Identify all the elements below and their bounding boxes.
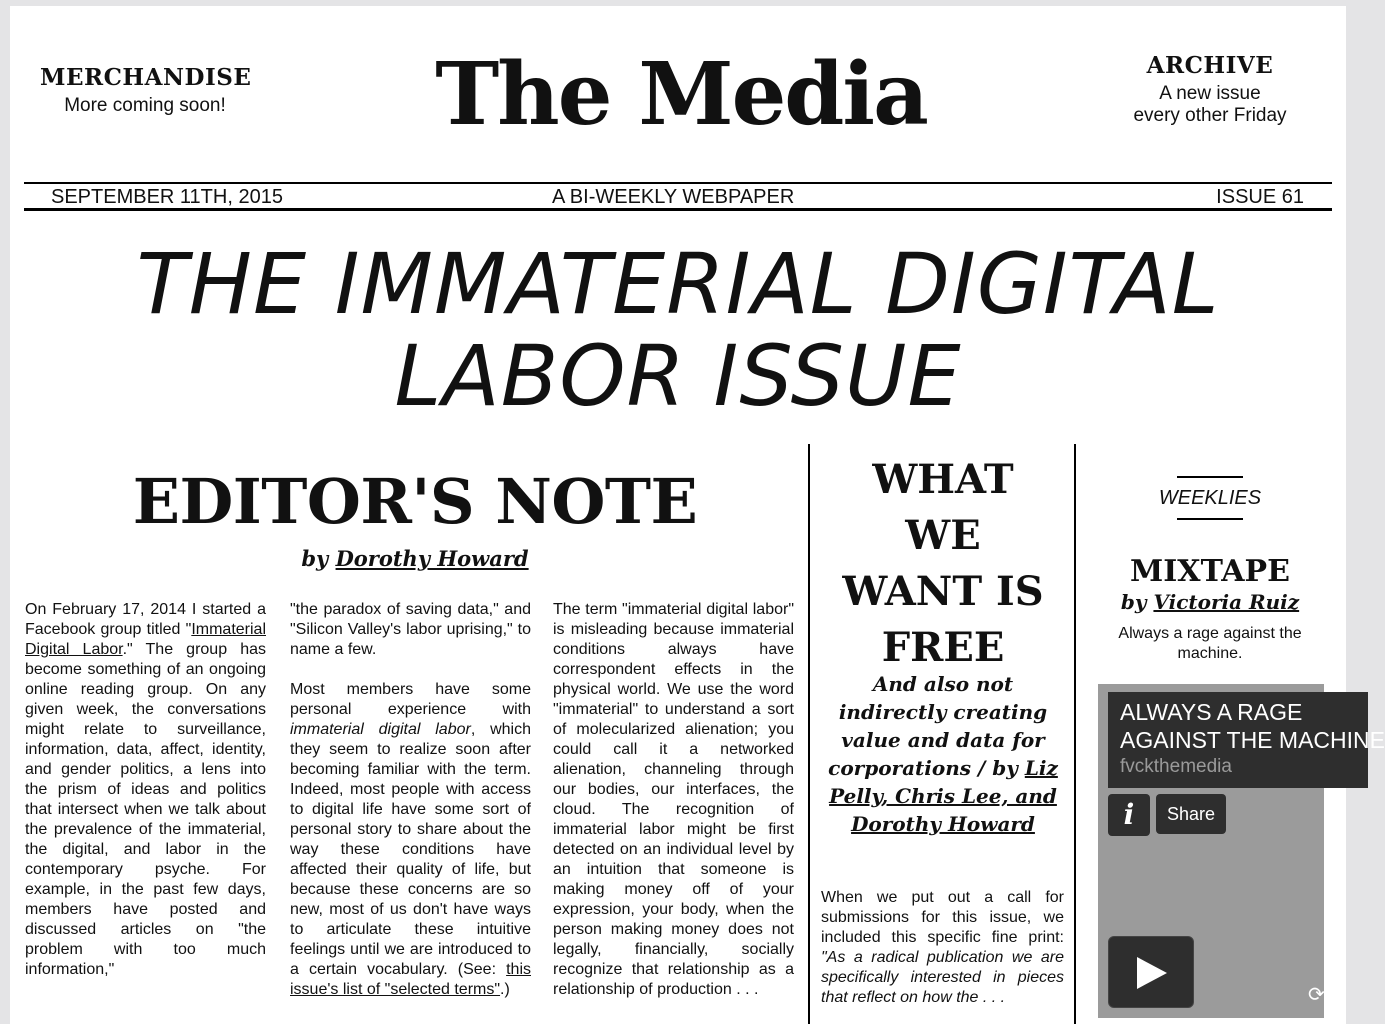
facebook-group-link[interactable]: Immaterial Digital Labor [25, 621, 266, 658]
column-divider-2 [1074, 444, 1076, 1024]
col1-text-start: On February 17, 2014 I started a Facebook group titled " [25, 601, 266, 638]
editors-note-column-1 [25, 600, 266, 1000]
author-link-dorothy-howard[interactable]: Dorothy Howard [335, 546, 529, 571]
col2-text-end: .) [500, 981, 510, 998]
paper-tagline: A BI-WEEKLY WEBPAPER [552, 186, 795, 208]
wwif-title-line-3: WANT IS [842, 568, 1044, 615]
column-divider-1 [808, 444, 810, 1024]
archive-title[interactable]: ARCHIVE [1146, 52, 1274, 79]
info-icon[interactable]: i [1108, 794, 1150, 836]
wwif-title-line-1: WHAT [872, 456, 1014, 503]
merchandise-subtitle: More coming soon! [64, 95, 226, 116]
byline-prefix: by [301, 546, 329, 571]
col2-text-start: Most members have some personal experience with [290, 681, 531, 718]
editors-note-title[interactable]: EDITOR'S NOTE [132, 465, 698, 538]
col3-paragraph: The term "immaterial digital labor" is misleading because immaterial conditions always have correspondent effects in the physical world. We use the word "immaterial" to understand a sort of molecularized alienation; you could call it a networked alienation, channeling through our bodies, our interfaces, the cloud. The recognition of immaterial labor might be first detected on an individual level by an intuition that someone is making money off of your expression, your body, when the person making money does not legally, financially, socially recognize that relationship as a relationship of production . . . [553, 601, 794, 998]
issue-headline-line-1: THE IMMATERIAL DIGITAL [136, 235, 1220, 333]
embedded-video-player[interactable] [1098, 684, 1385, 1018]
mixtape-description: Always a rage against the machine. [1118, 625, 1302, 662]
wwif-subtitle [818, 670, 1068, 838]
masthead-logo[interactable]: The Media [435, 44, 927, 145]
merchandise-box[interactable] [40, 64, 250, 117]
archive-line-1: A new issue [1159, 83, 1261, 104]
webpaper-page [10, 6, 1385, 1024]
weeklies-label: WEEKLIES [1158, 487, 1262, 509]
archive-line-2: every other Friday [1133, 105, 1287, 126]
selected-terms-link[interactable]: this issue's list of "selected terms" [290, 961, 531, 998]
issue-headline [30, 235, 1326, 425]
issue-number: ISSUE 61 [1216, 186, 1304, 208]
mixtape-byline [1090, 590, 1330, 614]
share-button[interactable]: Share [1156, 794, 1226, 834]
weeklies-rule-bottom [1177, 518, 1243, 520]
author-link-victoria-ruiz[interactable]: Victoria Ruiz [1153, 590, 1300, 614]
wwif-quote: "As a radical publication we are specifically interested in pieces that reflect on how the . . . [821, 949, 1064, 1006]
mixtape-title[interactable]: MIXTAPE [1130, 554, 1290, 589]
wwif-body-text: When we put out a call for submissions for this issue, we included this specific fine print: [821, 889, 1064, 946]
editors-note-column-2 [290, 600, 531, 1020]
editors-note-column-3 [553, 600, 794, 1020]
archive-box[interactable] [1110, 52, 1310, 127]
col1-text-end: ." The group has become something of an ongoing online reading group. On any given week, the conversations might relate to surveillance, information, data, affect, identity, and gender politics, a lens into the prism of ideas and politics that intersect when we talk about the prevalence of the immaterial, the digital, and labor in the contemporary psyche. For example, in the past few days, members have posted and discussed articles on "the problem with too much information," [25, 641, 266, 978]
wwif-authors-link[interactable]: Liz Pelly, Chris Lee, and Dorothy Howard [829, 756, 1058, 836]
wwif-subtitle-text: And also not indirectly creating value and data for corporations / by [828, 672, 1048, 780]
wwif-title-line-4: FREE [881, 624, 1005, 671]
play-icon [1135, 955, 1169, 991]
col2-emphasis: immaterial digital labor [290, 721, 471, 738]
issue-headline-line-2: LABOR ISSUE [394, 327, 962, 425]
issue-date: SEPTEMBER 11TH, 2015 [51, 186, 283, 208]
dateline-bar [24, 182, 1332, 211]
merchandise-title[interactable]: MERCHANDISE [40, 64, 252, 91]
video-info-panel[interactable] [1108, 692, 1385, 788]
col2-text-middle: , which they seem to realize soon after becoming familiar with the term. Indeed, most people with access to digital life have some sort of personal story to share about the way these conditions have affected their quality of life, but because these concerns are so new, most of us don't have ways to articulate these intuitive feelings until we are introduced to a certain vocabulary. (See: [290, 721, 532, 978]
video-channel-name[interactable]: fvckthemedia [1120, 756, 1232, 777]
weeklies-section-header [1090, 476, 1330, 520]
wwif-title-line-2: WE [905, 512, 981, 559]
scroll-arrow-icon[interactable]: ⟳ [1308, 984, 1325, 1006]
wwif-title[interactable] [818, 452, 1068, 676]
col2-paragraph-1: "the paradox of saving data," and "Silicon Valley's labor uprising," to name a few. [290, 601, 531, 658]
video-title-line-2[interactable]: AGAINST THE MACHINE [1120, 727, 1385, 753]
play-button[interactable] [1108, 936, 1194, 1008]
editors-note-byline [40, 546, 790, 571]
video-title-line-1[interactable]: ALWAYS A RAGE [1120, 699, 1303, 725]
wwif-body [821, 888, 1064, 1008]
mixtape-byline-prefix: by [1120, 590, 1147, 614]
